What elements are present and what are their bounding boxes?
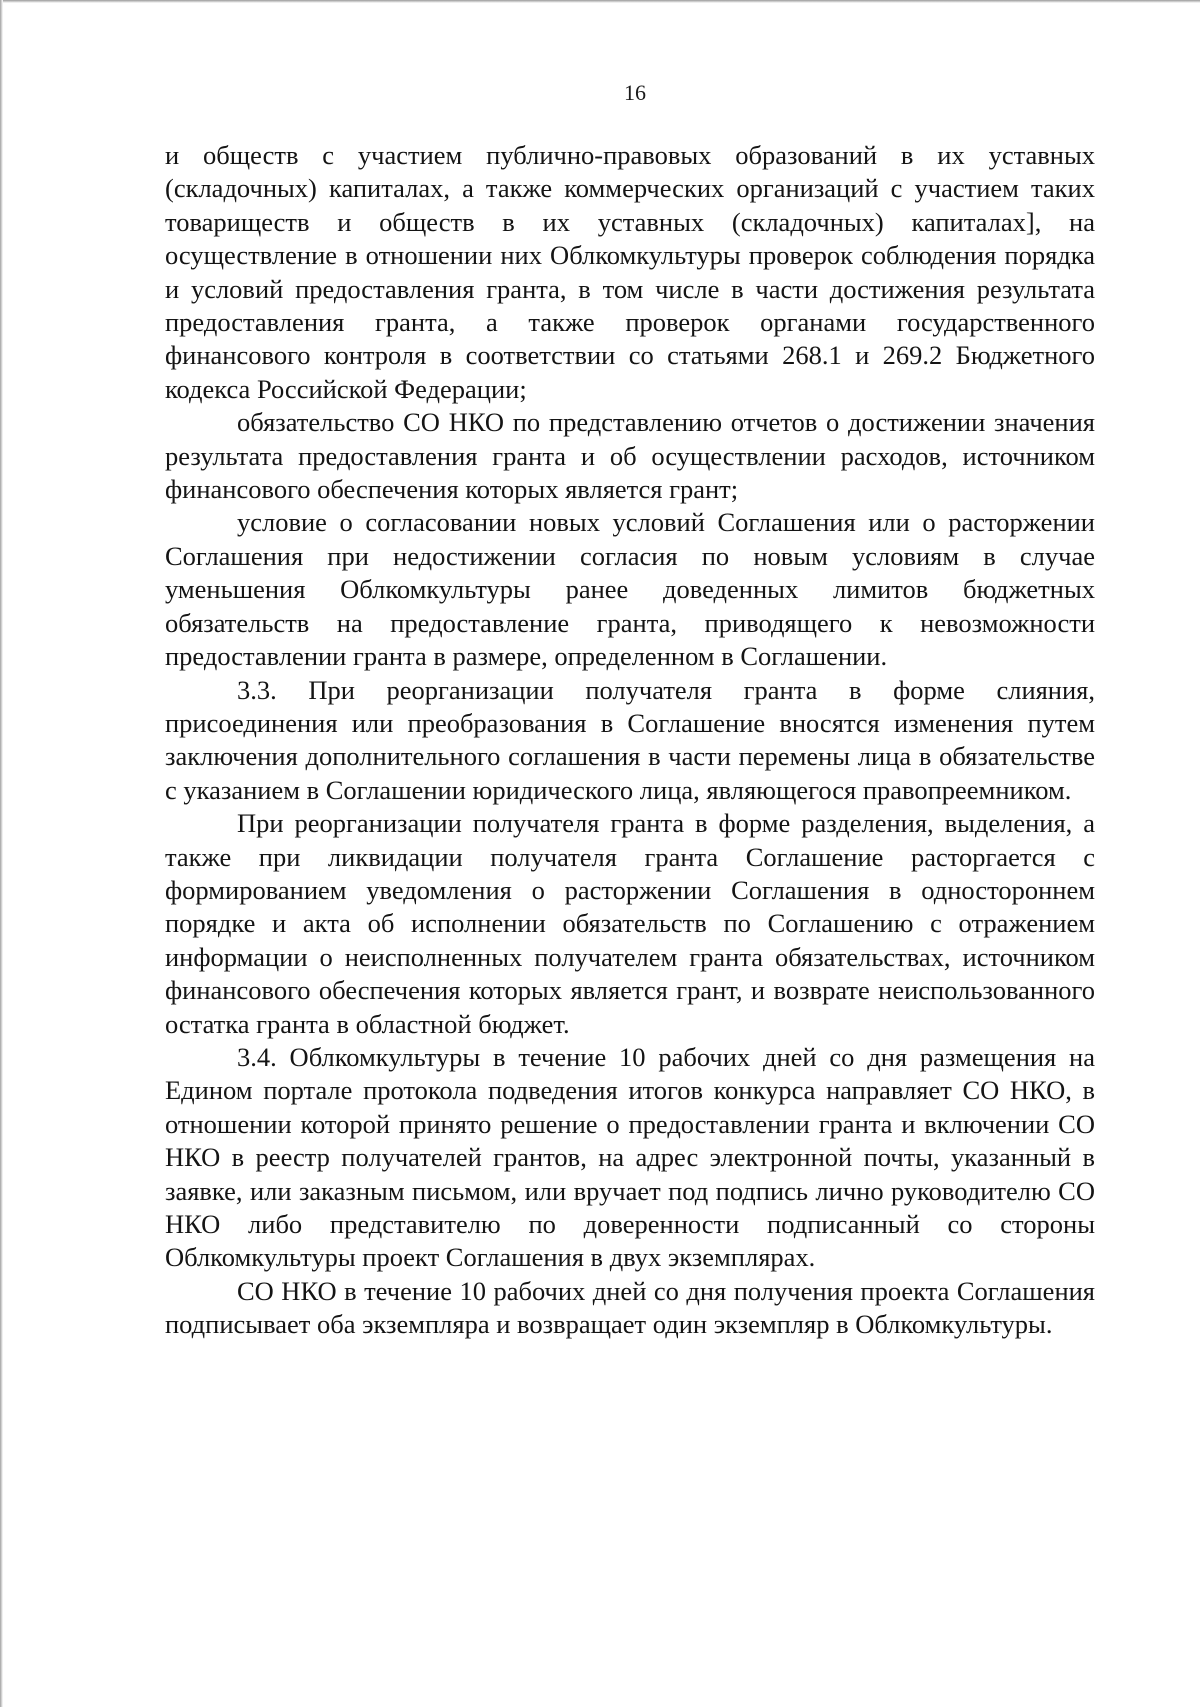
paragraph-3: условие о согласовании новых условий Соглашения или о расторжении Соглашения при недостижении согласия по новым условиям в случае уменьшения Облкомкультуры ранее доведенных лимитов бюджетных обязательств на предоставление гранта, приводящего к невозможности предоставлении гранта в размере, определенном в Соглашении. (165, 507, 1095, 672)
scan-edge-top (0, 0, 1200, 3)
paragraph-3-3: 3.3. При реорганизации получателя гранта в форме слияния, присоединения или преобразования в Соглашение вносятся изменения путем заключения дополнительного соглашения в части перемены лица в обязательстве с указанием в Соглашении юридического лица, являющегося правопреемником. (165, 674, 1095, 805)
paragraph-5: При реорганизации получателя гранта в форме разделения, выделения, а также при ликвидации получателя гранта Соглашение расторгается с формированием уведомления о расторжении Соглашения в одностороннем порядке и акта об исполнении обязательств по Соглашению с отражением информации о неисполненных получателем гранта обязательствах, источником финансового обеспечения которых является грант, и возврате неиспользованного остатка гранта в областной бюджет. (165, 808, 1095, 1039)
scan-edge-left (0, 0, 3, 1707)
paragraph-1: и обществ с участием публично-правовых образований в их уставных (складочных) капиталах, а также коммерческих организаций с участием таких товариществ и обществ в их уставных (складочных) капиталах], на осуществление в отношении них Облкомкультуры проверок соблюдения порядка и условий предоставления гранта, в том числе в части достижения результата предоставления гранта, а также проверок органами государственного финансового контроля в соответствии со статьями 268.1 и 269.2 Бюджетного кодекса Российской Федерации; (165, 140, 1095, 404)
page-number: 16 (624, 80, 646, 105)
document-body (165, 139, 1095, 1342)
paragraph-7: СО НКО в течение 10 рабочих дней со дня получения проекта Соглашения подписывает оба экземпляра и возвращает один экземпляр в Облкомкультуры. (165, 1275, 1095, 1340)
paragraph-2: обязательство СО НКО по представлению отчетов о достижении значения результата предоставления гранта и об осуществлении расходов, источником финансового обеспечения которых является грант; (165, 407, 1095, 505)
paragraph-3-4: 3.4. Облкомкультуры в течение 10 рабочих дней со дня размещения на Едином портале протокола подведения итогов конкурса направляет СО НКО, в отношении которой принято решение о предоставлении гранта и включении СО НКО в реестр получателей грантов, на адрес электронной почты, указанный в заявке, или заказным письмом, или вручает под подпись лично руководителю СО НКО либо представителю по доверенности подписанный со стороны Облкомкультуры проект Соглашения в двух экземплярах. (165, 1041, 1095, 1273)
